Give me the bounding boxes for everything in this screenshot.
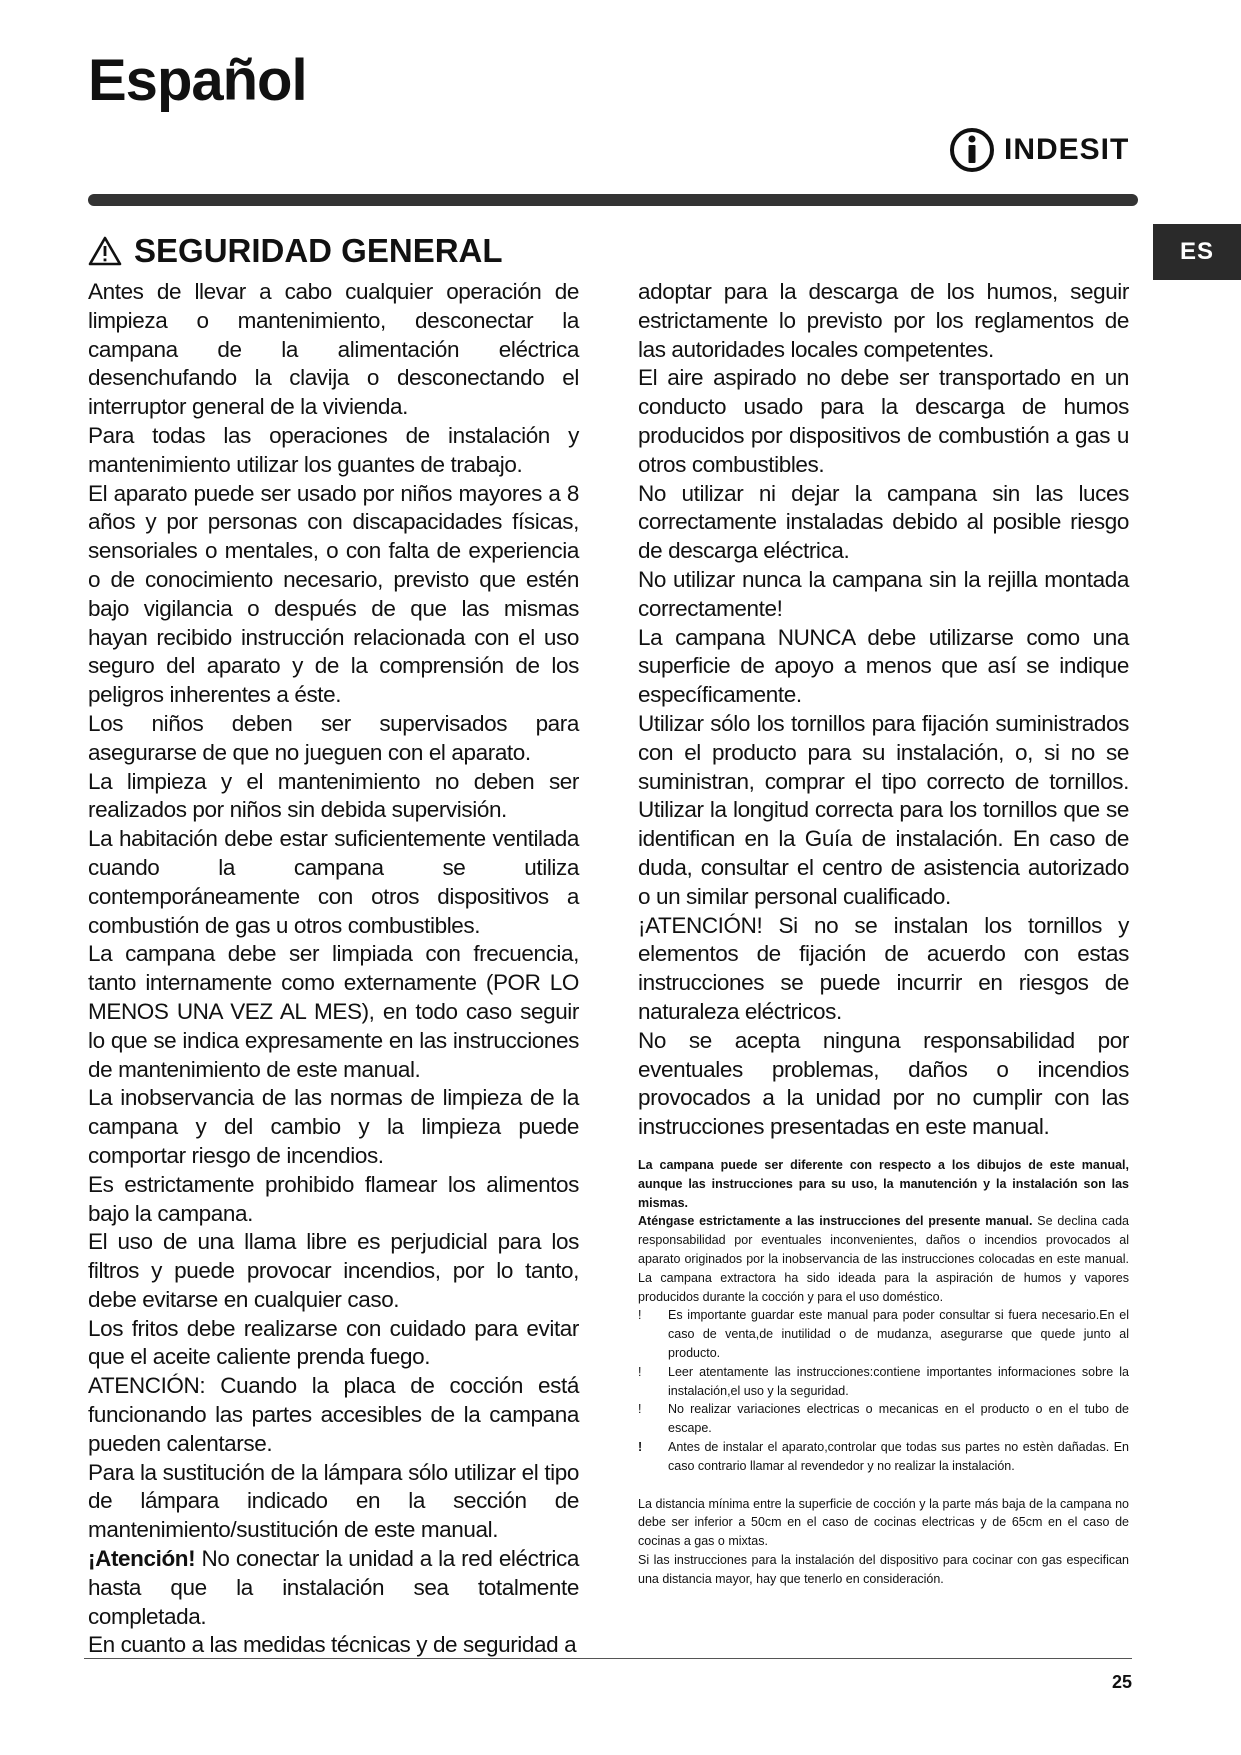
notes-bullet-list [638, 1306, 1129, 1475]
gas-note: Si las instrucciones para la instalación del dispositivo para cocinar con gas especifican una distancia mayor, hay que tenerlo en consideración. [638, 1552, 1129, 1586]
paragraph: Para todas las operaciones de instalación y mantenimiento utilizar los guantes de trabajo. [88, 422, 579, 477]
section-title: SEGURIDAD GENERAL [134, 232, 503, 269]
paragraph: La habitación debe estar suficientemente ventilada cuando la campana se utiliza contemporáneamente con otros dispositivos a combustión de gas u otros combustibles. [88, 826, 579, 938]
paragraph: No utilizar nunca la campana sin la rejilla montada correctamente! [638, 566, 1129, 621]
paragraph: Para la sustitución de la lámpara sólo utilizar el tipo de lámpara indicado en la sección de mantenimiento/sustitución de este manual. [88, 1459, 579, 1543]
paragraph: ¡ATENCIÓN! Si no se instalan los tornillos y elementos de fijación de acuerdo con estas instrucciones se puede incurrir en riesgos de naturaleza eléctricos. [638, 912, 1129, 1024]
notes-block [638, 1156, 1129, 1589]
indesit-logo-icon [948, 126, 996, 174]
list-item [638, 1306, 1129, 1362]
notes-body [638, 1212, 1129, 1306]
exclamation-icon: ! [638, 1402, 642, 1417]
list-item [638, 1438, 1129, 1476]
paragraph: ATENCIÓN: Cuando la placa de cocción está funcionando las partes accesibles de la campana pueden calentarse. [88, 1373, 579, 1456]
right-column [638, 278, 1129, 1142]
paragraph: Los fritos debe realizarse con cuidado para evitar que el aceite caliente prenda fuego. [88, 1315, 579, 1370]
paragraph: La inobservancia de las normas de limpieza de la campana y del cambio y la limpieza puede comportar riesgo de incendios. [88, 1085, 579, 1168]
page-language-title: Español [88, 48, 307, 113]
attention-lead: ¡Atención! [88, 1546, 196, 1572]
list-item-text: No realizar variaciones electricas o mecanicas en el producto o en el tubo de escape. [668, 1402, 1129, 1436]
warning-triangle-icon [88, 236, 122, 266]
list-item [638, 1400, 1129, 1438]
notes-intro: La campana puede ser diferente con respecto a los dibujos de este manual, aunque las instrucciones para su uso, la manutención y la instalación son las mismas. [638, 1158, 1129, 1210]
header-divider [88, 194, 1138, 206]
paragraph: El aparato puede ser usado por niños mayores a 8 años y por personas con discapacidades físicas, sensoriales o mentales, o con falta de experiencia o de conocimiento necesario, previsto que estén bajo vigilancia o después de que las mismas hayan recibido instrucción relacionada con el uso seguro del aparato y de la comprensión de los peligros inherentes a éste. [88, 480, 579, 708]
section-heading [88, 234, 503, 267]
paragraph: Antes de llevar a cabo cualquier operación de limpieza o mantenimiento, desconectar la campana de la alimentación eléctrica desenchufando la clavija o desconectando el interruptor general de la vivienda. [88, 279, 579, 420]
brand-name: INDESIT [1004, 133, 1130, 166]
attention-paragraph [88, 1545, 579, 1631]
paragraph: No se acepta ninguna responsabilidad por eventuales problemas, daños o incendios provocados a la unidad por no cumplir con las instrucciones presentadas en este manual. [638, 1027, 1129, 1140]
page-number: 25 [1111, 1672, 1132, 1692]
list-item-text: Antes de instalar el aparato,controlar que todas sus partes no estèn dañadas. En caso contrario llamar al revendedor y no realizar la instalación. [668, 1439, 1129, 1473]
paragraph: Los niños deben ser supervisados para asegurarse de que no jueguen con el aparato. [88, 710, 579, 765]
paragraph: La campana NUNCA debe utilizarse como una superficie de apoyo a menos que así se indique específicamente. [638, 624, 1129, 708]
exclamation-icon: ! [638, 1364, 642, 1379]
list-item-text: Es importante guardar este manual para poder consultar si fuera necesario.En el caso de venta,de inutilidad o de mudanza, asegurarse que quede junto al producto. [668, 1308, 1129, 1360]
paragraph: La limpieza y el mantenimiento no deben ser realizados por niños sin debida supervisión. [88, 768, 579, 823]
paragraph: Es estrictamente prohibido flamear los alimentos bajo la campana. [88, 1171, 579, 1226]
list-item-text: Leer atentamente las instrucciones:contiene importantes informaciones sobre la instalación,el uso y la seguridad. [668, 1364, 1129, 1398]
paragraph: El uso de una llama libre es perjudicial para los filtros y puede provocar incendios, por lo tanto, debe evitarse en cualquier caso. [88, 1229, 579, 1312]
paragraph: El aire aspirado no debe ser transportado en un conducto usado para la descarga de humos producidos por dispositivos de combustión a gas u otros combustibles. [638, 365, 1129, 477]
list-item [638, 1363, 1129, 1401]
paragraph: La campana debe ser limpiada con frecuencia, tanto internamente como externamente (POR LO MENOS UNA VEZ AL MES), en todo caso seguir lo que se indica expresamente en las instrucciones de mantenimiento de este manual. [88, 941, 579, 1082]
spacer [638, 1476, 1129, 1495]
notes-body-text: Se declina cada responsabilidad por eventuales inconvenientes, daños o incendios provocados al aparato originados por la inobservancia de las instrucciones colocadas en este manual. La campana extractora ha sido ideada para la aspiración de humos y vapores producidos durante la cocción y para el uso doméstico. [638, 1214, 1129, 1304]
paragraph: adoptar para la descarga de los humos, seguir estrictamente lo previsto por los reglamentos de las autoridades locales competentes. [638, 279, 1129, 362]
left-column [88, 278, 579, 1660]
language-tab: ES [1153, 224, 1241, 280]
attention-text: No conectar la unidad a la red eléctrica hasta que la instalación sea totalmente completada. [88, 1546, 579, 1629]
exclamation-icon: ! [638, 1308, 642, 1323]
footer-divider [84, 1658, 1132, 1659]
paragraph: Utilizar sólo los tornillos para fijación suministrados con el producto para su instalación, o, si no se suministran, comprar el tipo correcto de tornillos. Utilizar la longitud correcta para los tornillos que se identifican en la Guía de instalación. En caso de duda, consultar el centro de asistencia autorizado o un similar personal cualificado. [638, 710, 1129, 909]
paragraph: No utilizar ni dejar la campana sin las luces correctamente instaladas debido al posible riesgo de descarga eléctrica. [638, 480, 1129, 564]
brand-logo [948, 124, 1132, 176]
distance-note: La distancia mínima entre la superficie de cocción y la parte más baja de la campana no debe ser inferior a 50cm en el caso de cocinas electricas y de 65cm en el caso de cocinas a gas o mixtas. [638, 1496, 1129, 1549]
paragraph: En cuanto a las medidas técnicas y de seguridad a [88, 1632, 577, 1658]
exclamation-icon: ! [638, 1439, 643, 1454]
notes-bold-lead: Aténgase estrictamente a las instrucciones del presente manual. [638, 1214, 1033, 1229]
